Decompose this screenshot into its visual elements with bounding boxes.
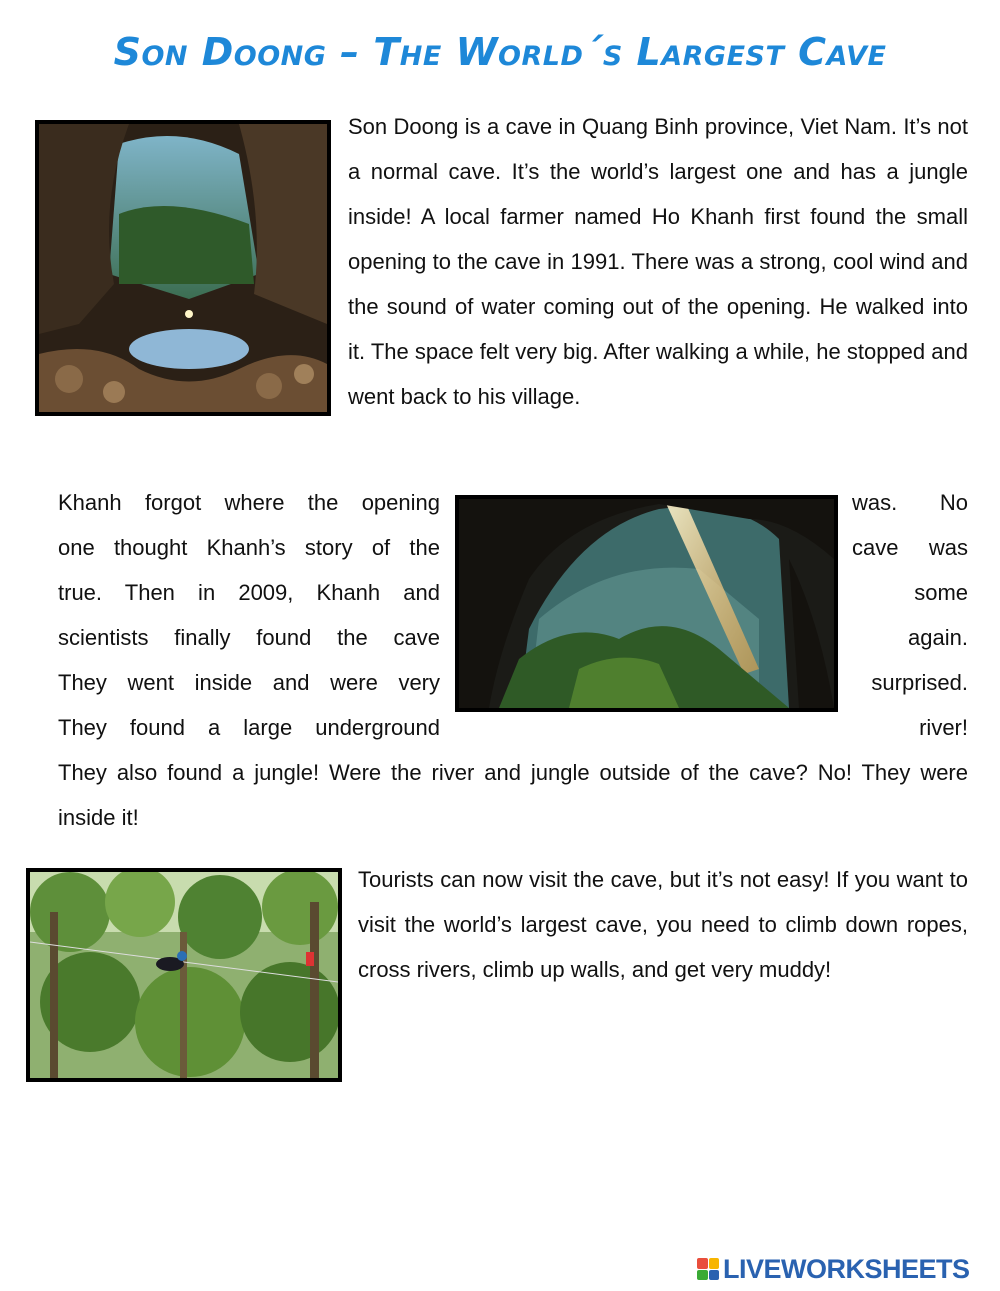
line: was. No	[852, 490, 968, 515]
tourism-paragraph: Tourists can now visit the cave, but it’s not easy! If you want to visit the world’s largest cave, you need to climb down ropes, cross rivers, climb up walls, and get very muddy!	[358, 867, 968, 982]
logo-square	[697, 1270, 708, 1281]
worksheet-title: Son Doong – The World´s Largest Cave	[113, 30, 887, 74]
line: Khanh forgot where the opening	[58, 490, 440, 515]
discovery-left-column	[58, 480, 440, 750]
liveworksheets-logo[interactable]	[697, 1253, 970, 1285]
line: river!	[919, 715, 968, 740]
discovery-right-column	[852, 480, 968, 750]
line: They went inside and were very	[58, 670, 440, 695]
line: again.	[908, 625, 968, 650]
intro-text: Son Doong is a cave in Quang Binh province, Viet Nam. It’s not a normal cave. It’s the world’s largest one and has a jungle inside! A local farmer named Ho Khanh first found the small opening to the cave in 1991. There was a strong, cool wind and the sound of water coming out of the opening. He walked into it. The space felt very big. After walking a while, he stopped and went back to his village.	[348, 114, 968, 409]
line: one thought Khanh’s story of the	[58, 535, 440, 560]
logo-square	[697, 1258, 708, 1269]
logo-mark-icon	[697, 1258, 719, 1280]
line: They found a large underground	[58, 715, 440, 740]
intro-paragraph	[58, 104, 968, 419]
jungle-climbing-photo	[26, 868, 342, 1082]
line: surprised.	[871, 670, 968, 695]
logo-square	[709, 1258, 720, 1269]
line: cave was	[852, 535, 968, 560]
line: scientists finally found the cave	[58, 625, 440, 650]
line: true. Then in 2009, Khanh and	[58, 580, 440, 605]
logo-text: LIVEWORKSHEETS	[723, 1253, 970, 1284]
discovery-paragraph-end: They also found a jungle! Were the river and jungle outside of the cave? No! They were inside it!	[58, 760, 968, 830]
cave-interior-photo	[455, 495, 838, 712]
logo-square	[709, 1270, 720, 1281]
line: some	[914, 580, 968, 605]
